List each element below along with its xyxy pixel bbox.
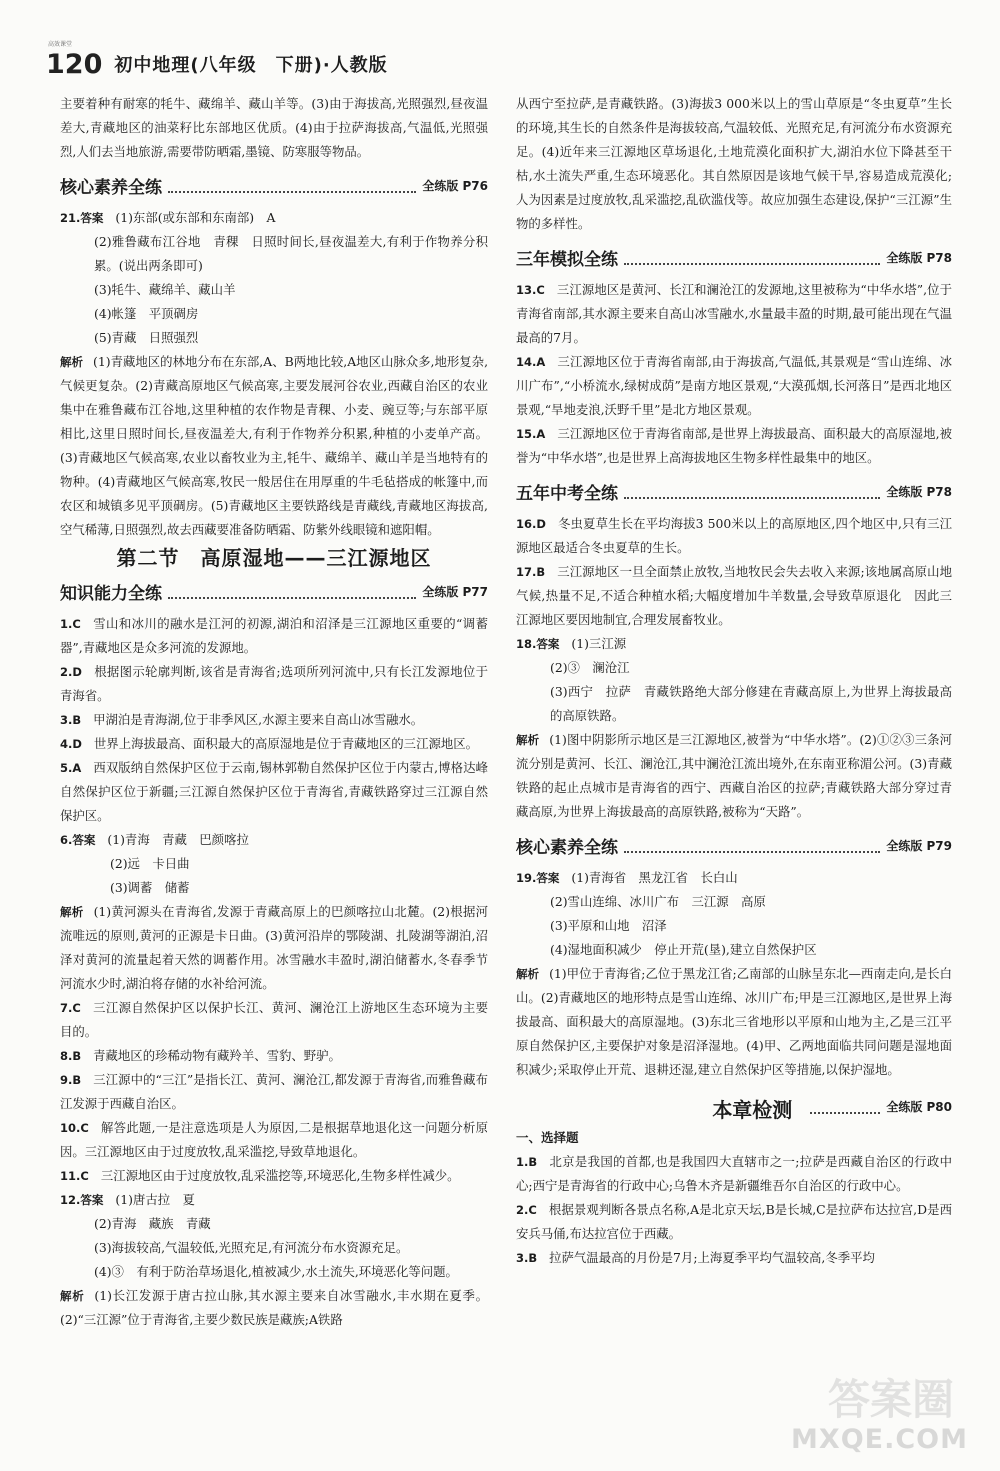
question-number: 18.答案 bbox=[516, 637, 560, 651]
section-ref: 全练版 P78 bbox=[886, 251, 952, 265]
answer-line: (3)平原和山地 沼泽 bbox=[550, 918, 667, 933]
answer-item bbox=[516, 422, 952, 470]
question-number: 11.C bbox=[60, 1169, 89, 1183]
answer-text: (1)唐古拉 夏 bbox=[115, 1192, 195, 1207]
question-number: 10.C bbox=[60, 1121, 89, 1135]
answer-text: 甲湖泊是青海湖,位于非季风区,水源主要来自高山冰雪融水。 bbox=[93, 712, 424, 727]
section-header-core-1 bbox=[60, 172, 488, 200]
question-number: 21.答案 bbox=[60, 211, 104, 225]
answer-text: 三江源地区由于过度放牧,乱采滥挖等,环境恶化,生物多样性减少。 bbox=[100, 1168, 460, 1183]
answer-item bbox=[516, 1198, 952, 1246]
page-tag: 高效课堂 bbox=[48, 40, 73, 48]
explanation-label: 解析 bbox=[60, 1289, 85, 1303]
page-number bbox=[46, 40, 103, 80]
section-header-five-year bbox=[516, 478, 952, 506]
dotted-leader bbox=[810, 1112, 880, 1114]
question-number: 2.C bbox=[516, 1203, 537, 1217]
answer-line: (2)青海 藏族 青藏 bbox=[94, 1216, 211, 1231]
answer-item bbox=[60, 612, 488, 660]
explanation-text: (1)长江发源于唐古拉山脉,其水源主要来自冰雪融水,丰水期在夏季。(2)“三江源”位于青海省,主要少数民族是藏族;A铁路 bbox=[60, 1288, 488, 1327]
watermark-logo: 答案圈 bbox=[827, 1375, 954, 1424]
section-title: 核心素养全练 bbox=[516, 838, 618, 858]
explanation-text: (1)黄河源头在青海省,发源于青藏高原上的巴颜喀拉山北麓。(2)根据河流唯远的原则,黄河的正源是卡日曲。(3)黄河沿岸的鄂陵湖、扎陵湖等湖泊,沼泽对黄河的流量起着天然的调蓄作用。冰雪融水丰盈时,湖泊储蓄水,冬春季节河流水少时,湖泊将存储的水补给河流。 bbox=[60, 904, 489, 991]
answer-item bbox=[60, 756, 488, 828]
right-column bbox=[516, 92, 952, 1270]
explanation-label: 解析 bbox=[60, 355, 84, 369]
answer-item bbox=[60, 732, 488, 756]
question-number: 1.C bbox=[60, 617, 81, 631]
answer-text: (1)青海省 黑龙江省 长白山 bbox=[571, 870, 738, 885]
page-header bbox=[46, 40, 388, 82]
section-title: 核心素养全练 bbox=[60, 178, 162, 198]
question-number: 3.B bbox=[60, 713, 82, 727]
question-number: 7.C bbox=[60, 1001, 81, 1015]
watermark-url: MXQE.COM bbox=[791, 1424, 968, 1455]
explanation-text: (1)图中阴影所示地区是三江源地区,被誉为“中华水塔”。(2)①②③三条河流分别是黄河、长江、澜沧江,其中澜沧江流出境外,在东南亚称湄公河。(3)青藏铁路的起止点城市是青海省的西宁、西藏自治区的拉萨;青藏铁路大部分穿过青藏高原,为世界上海拔最高的高原铁路,被称为“天路”。 bbox=[516, 732, 953, 819]
answer-item bbox=[516, 1246, 952, 1270]
answer-line bbox=[60, 828, 488, 852]
dotted-leader bbox=[624, 851, 880, 853]
answer-line: (4)帐篷 平顶碉房 bbox=[94, 306, 199, 321]
answer-text: 根据景观判断各景点名称,A是北京天坛,B是长城,C是拉萨布达拉宫,D是西安兵马俑,布达拉宫位于西藏。 bbox=[516, 1202, 952, 1241]
answer-item bbox=[60, 708, 488, 732]
answer-line: (3)调蓄 储蓄 bbox=[110, 880, 190, 895]
answer-line: (3)海拔较高,气温较低,光照充足,有河流分布水资源充足。 bbox=[94, 1240, 409, 1255]
explanation-label: 解析 bbox=[516, 967, 540, 981]
question-number: 14.A bbox=[516, 355, 546, 369]
answer-text: (1)东部(或东部和东南部) A bbox=[115, 210, 276, 225]
section-title: 知识能力全练 bbox=[60, 584, 162, 604]
explanation bbox=[60, 350, 488, 542]
lesson-title: 第二节 高原湿地——三江源地区 bbox=[116, 546, 432, 570]
section-title: 三年模拟全练 bbox=[516, 250, 618, 270]
question-number: 6.答案 bbox=[60, 833, 96, 847]
question-number: 3.B bbox=[516, 1251, 538, 1265]
answer-text: 三江源地区一旦全面禁止放牧,当地牧民会失去收入来源;该地属高原山地气候,热量不足,不适合种植水稻;大幅度增加牛羊数量,会导致草原退化 因此三江源地区要因地制宜,合理发展畜牧业。 bbox=[516, 564, 952, 627]
answer-item bbox=[60, 1044, 488, 1068]
book-title: 初中地理(八年级 下册)·人教版 bbox=[114, 55, 388, 76]
explanation-label: 解析 bbox=[516, 733, 540, 747]
chapter-title: 本章检测 bbox=[712, 1098, 793, 1122]
question-number: 1.B bbox=[516, 1155, 538, 1169]
section-ref: 全练版 P76 bbox=[422, 179, 488, 193]
explanation-text: (1)青藏地区的林地分布在东部,A、B两地比较,A地区山脉众多,地形复杂,气候更复杂。(2)青藏高原地区气候高寒,主要发展河谷农业,西藏自治区的农业集中在雅鲁藏布江谷地,这里种植的农作物是青稞、小麦、豌豆等;与东部平原相比,这里日照时间长,昼夜温差大,有利于作物养分积累,种植的小麦单产高。(3)青藏地区气候高寒,农业以畜牧业为主,牦牛、藏绵羊、藏山羊是当地特有的物种。(4)青藏地区气候高寒,牧民一般居住在用厚重的牛毛毡搭成的帐篷中,而农区和城镇多见平顶碉房。(5)青藏地区主要铁路线是青藏线,青藏地区海拔高,空气稀薄,日照强烈,故去西藏要准备防晒霜、防紫外线眼镜和遮阳帽。 bbox=[60, 354, 489, 537]
answer-item bbox=[516, 512, 952, 560]
question-number: 2.D bbox=[60, 665, 82, 679]
explanation-text: (1)甲位于青海省;乙位于黑龙江省;乙南部的山脉呈东北—西南走向,是长白山。(2)青藏地区的地形特点是雪山连绵、冰川广布;甲是三江源地区,是世界上海拔最高、面积最大的高原湿地。(3)东北三省地形以平原和山地为主,乙是三江平原自然保护区,主要保护对象是沼泽湿地。(4)甲、乙两地面临共同问题是湿地面积减少;采取停止开荒、退耕还湿,建立自然保护区等措施,以保护湿地。 bbox=[516, 966, 953, 1077]
part-heading: 一、选择题 bbox=[516, 1130, 579, 1145]
answer-item bbox=[516, 278, 952, 350]
dotted-leader bbox=[168, 191, 416, 193]
question-number: 5.A bbox=[60, 761, 82, 775]
answer-line bbox=[516, 866, 952, 890]
explanation bbox=[60, 900, 488, 996]
answer-item bbox=[516, 560, 952, 632]
site-watermark bbox=[774, 1365, 974, 1461]
section-ref: 全练版 P77 bbox=[422, 585, 488, 599]
answer-line bbox=[516, 632, 952, 656]
answer-text: 青藏地区的珍稀动物有藏羚羊、雪豹、野驴。 bbox=[93, 1048, 341, 1063]
left-column bbox=[60, 92, 488, 1332]
answer-text: 三江源地区是黄河、长江和澜沧江的发源地,这里被称为“中华水塔”,位于青海省南部,其水源主要来自高山冰雪融水,水量最丰盈的时期,最可能出现在气温最高的7月。 bbox=[516, 282, 952, 345]
answer-item bbox=[60, 996, 488, 1044]
answer-item bbox=[60, 1164, 488, 1188]
answer-line: (2)远 卡日曲 bbox=[110, 856, 190, 871]
answer-line: (4)湿地面积减少 停止开荒(垦),建立自然保护区 bbox=[550, 942, 817, 957]
answer-line bbox=[60, 206, 488, 230]
page-number-text: 120 bbox=[46, 48, 103, 80]
answer-text: (1)青海 青藏 巴颜喀拉 bbox=[107, 832, 249, 847]
answer-item bbox=[60, 660, 488, 708]
question-number: 4.D bbox=[60, 737, 82, 751]
question-number: 17.B bbox=[516, 565, 546, 579]
answer-text: 拉萨气温最高的月份是7月;上海夏季平均气温较高,冬季平均 bbox=[549, 1250, 875, 1265]
answer-text: 西双版纳自然保护区位于云南,锡林郭勒自然保护区位于内蒙古,博格达峰自然保护区位于新疆;三江源自然保护区位于青海省,青藏铁路穿过三江源自然保护区。 bbox=[60, 760, 488, 823]
question-number: 8.B bbox=[60, 1049, 82, 1063]
answer-text: 雪山和冰川的融水是江河的初源,湖泊和沼泽是三江源地区重要的“调蓄器”,青藏地区是众多河流的发源地。 bbox=[60, 616, 488, 655]
question-number: 15.A bbox=[516, 427, 546, 441]
answer-text: 三江源自然保护区以保护长江、黄河、澜沧江上游地区生态环境为主要目的。 bbox=[60, 1000, 488, 1039]
answer-text: 解答此题,一是注意选项是人为原因,二是根据草地退化这一问题分析原因。三江源地区由于过度放牧,乱采滥挖,导致草地退化。 bbox=[60, 1120, 488, 1159]
answer-item bbox=[60, 1116, 488, 1164]
answer-text: 三江源中的“三江”是指长江、黄河、澜沧江,都发源于青海省,而雅鲁藏布江发源于西藏自治区。 bbox=[60, 1072, 488, 1111]
answer-text: 冬虫夏草生长在平均海拔3 500米以上的高原地区,四个地区中,只有三江源地区最适合冬虫夏草的生长。 bbox=[516, 516, 952, 555]
explanation bbox=[516, 962, 952, 1082]
answer-text: 北京是我国的首都,也是我国四大直辖市之一;拉萨是西藏自治区的行政中心;西宁是青海省的行政中心;乌鲁木齐是新疆维吾尔自治区的行政中心。 bbox=[516, 1154, 952, 1193]
answer-line: (2)雅鲁藏布江谷地 青稞 日照时间长,昼夜温差大,有利于作物养分积累。(说出两条即可) bbox=[94, 234, 488, 273]
question-number: 12.答案 bbox=[60, 1193, 104, 1207]
section-ref: 全练版 P79 bbox=[886, 839, 952, 853]
answer-line: (2)③ 澜沧江 bbox=[550, 660, 630, 675]
answer-text: 根据图示轮廓判断,该省是青海省;选项所列河流中,只有长江发源地位于青海省。 bbox=[60, 664, 488, 703]
question-number: 13.C bbox=[516, 283, 545, 297]
dotted-leader bbox=[624, 497, 880, 499]
answer-line bbox=[60, 1188, 488, 1212]
explanation bbox=[60, 1284, 488, 1332]
answer-line: (3)牦牛、藏绵羊、藏山羊 bbox=[94, 282, 236, 297]
question-number: 19.答案 bbox=[516, 871, 560, 885]
section-header-core-2 bbox=[516, 832, 952, 860]
explanation bbox=[516, 728, 952, 824]
answer-text: 三江源地区位于青海省南部,是世界上海拔最高、面积最大的高原湿地,被誉为“中华水塔”,也是世界上高海拔地区生物多样性最集中的地区。 bbox=[516, 426, 952, 465]
dotted-leader bbox=[168, 597, 416, 599]
answer-item bbox=[60, 1068, 488, 1116]
chapter-ref: 全练版 P80 bbox=[886, 1100, 952, 1114]
question-number: 9.B bbox=[60, 1073, 82, 1087]
explanation-label: 解析 bbox=[60, 905, 84, 919]
answer-item bbox=[516, 350, 952, 422]
section-ref: 全练版 P78 bbox=[886, 485, 952, 499]
answer-text: (1)三江源 bbox=[571, 636, 627, 651]
question-number: 16.D bbox=[516, 517, 546, 531]
dotted-leader bbox=[624, 263, 880, 265]
section-header-three-year bbox=[516, 244, 952, 272]
chapter-test-header bbox=[516, 1088, 952, 1122]
intro-paragraph: 主要着种有耐寒的牦牛、藏绵羊、藏山羊等。(3)由于海拔高,光照强烈,昼夜温差大,青藏地区的油菜籽比东部地区优质。(4)由于拉萨海拔高,气温低,光照强烈,人们去当地旅游,需要带防晒霜,墨镜、防寒服等物品。 bbox=[60, 96, 488, 159]
answer-line: (2)雪山连绵、冰川广布 三江源 高原 bbox=[550, 894, 766, 909]
answer-line: (4)③ 有利于防治草场退化,植被减少,水土流失,环境恶化等问题。 bbox=[94, 1264, 458, 1279]
answer-text: 三江源地区位于青海省南部,由于海拔高,气温低,其景观是“雪山连绵、冰川广布”,“小桥流水,绿树成荫”是南方地区景观,“大漠孤烟,长河落日”是西北地区景观,“旱地麦浪,沃野千里”是北方地区景观。 bbox=[516, 354, 952, 417]
section-header-knowledge bbox=[60, 578, 488, 606]
section-title: 五年中考全练 bbox=[516, 484, 618, 504]
answer-line: (5)青藏 日照强烈 bbox=[94, 330, 199, 345]
answer-text: 世界上海拔最高、面积最大的高原湿地是位于青藏地区的三江源地区。 bbox=[93, 736, 479, 751]
answer-item bbox=[516, 1150, 952, 1198]
continued-paragraph: 从西宁至拉萨,是青藏铁路。(3)海拔3 000米以上的雪山草原是“冬虫夏草”生长的环境,其生长的自然条件是海拔较高,气温较低、光照充足,有河流分布水资源充足。(4)近年来三江源地区草场退化,土地荒漠化面积扩大,湖泊水位下降甚至干枯,水土流失严重,生态环境恶化。其自然原因是该地气候干旱,容易造成荒漠化;人为因素是过度放牧,乱采滥挖,乱砍滥伐等。故应加强生态建设,保护“三江源”生物的多样性。 bbox=[516, 96, 952, 231]
answer-line: (3)西宁 拉萨 青藏铁路绝大部分修建在青藏高原上,为世界上海拔最高的高原铁路。 bbox=[550, 684, 952, 723]
